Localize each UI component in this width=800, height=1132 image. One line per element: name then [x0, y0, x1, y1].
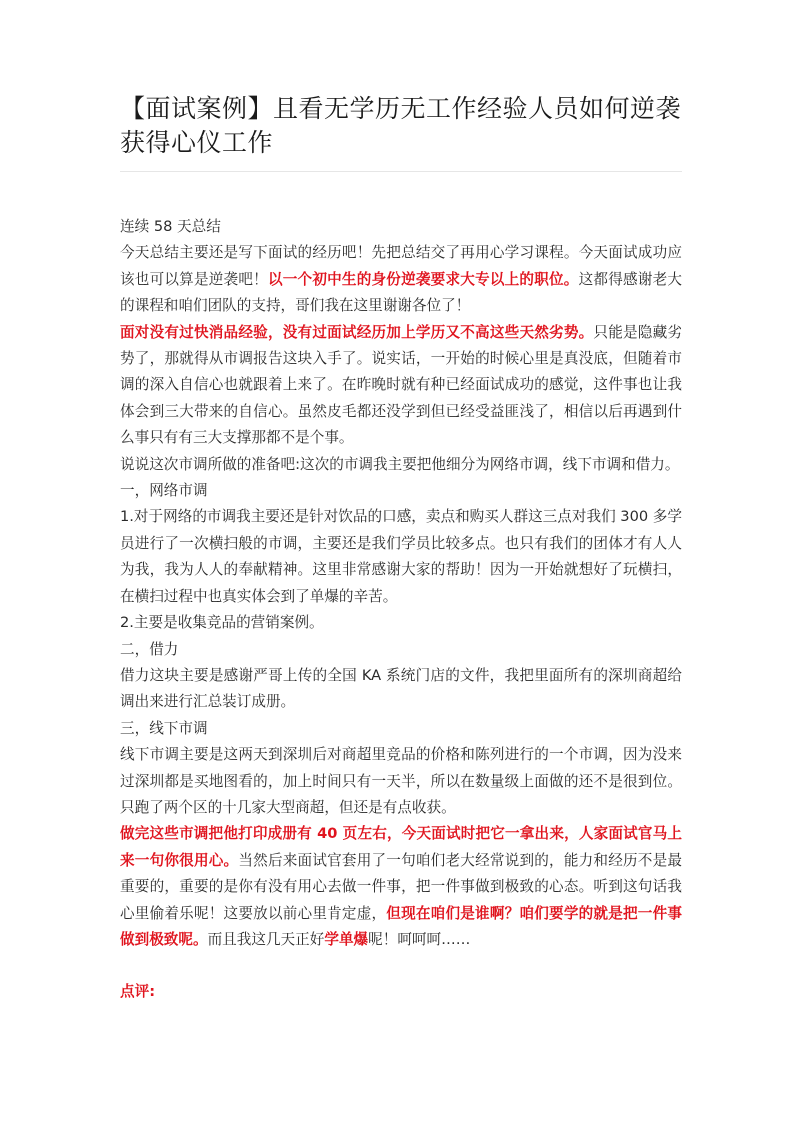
article-paragraph: [120, 821, 682, 953]
paragraph-text: 只能是隐藏劣势了，那就得从市调报告这块入手了。说实话，一开始的时候心里是真没底，但随着市调的深入自信心也就跟着上来了。在昨晚时就有种已经面试成功的感觉，这件事也让我体会到三大带来的自信心。虽然皮毛都还没学到但已经受益匪浅了，相信以后再遇到什么事只有有三大支撑那都不是个事。: [120, 323, 682, 447]
paragraph-text: 而且我这几天正好: [207, 930, 325, 948]
article-title: 【面试案例】且看无学历无工作经验人员如何逆袭获得心仪工作: [120, 94, 682, 157]
article-paragraph: [120, 504, 682, 610]
article-paragraph: [120, 742, 682, 821]
article-paragraph: [120, 452, 682, 478]
paragraph-text: 借力这块主要是感谢严哥上传的全国 KA 系统门店的文件，我把里面所有的深圳商超给调出来进行汇总装订成册。: [120, 666, 682, 711]
paragraph-text: 1.对于网络的市调我主要还是针对饮品的口感，卖点和购买人群这三点对我们 300 多学员进行了一次横扫般的市调，主要还是我们学员比较多点。也只有我们的团体才有人人为我，我为人人的奉献精神。这里非常感谢大家的帮助！因为一开始就想好了玩横扫，在横扫过程中也真实体会到了单爆的辛苦。: [120, 508, 682, 605]
article-paragraph: [120, 320, 682, 452]
comment-label: 点评:: [120, 983, 156, 1001]
article-paragraph: [120, 637, 682, 663]
highlighted-text: 以一个初中生的身份逆袭要求大专以上的职位。: [267, 270, 579, 288]
paragraph-text: 呢！呵呵呵……: [368, 930, 471, 948]
paragraph-text: 今天总结主要还是写下面试的经历吧！先把总结交了再用心学习课程。今天面试成功应该也可以算是逆袭吧！: [120, 244, 682, 288]
paragraph-text: 一，网络市调: [120, 482, 208, 500]
article-paragraph: [120, 240, 682, 319]
paragraph-text: 这都得感谢老大的课程和咱们团队的支持，哥们我在这里谢谢各位了！: [120, 270, 682, 315]
title-divider: [120, 171, 682, 172]
highlighted-text: 面对没有过快消品经验，没有过面试经历加上学历又不高这些天然劣势。: [120, 323, 594, 341]
paragraph-text: 三，线下市调: [120, 719, 208, 737]
paragraph-text: 当然后来面试官套用了一句咱们老大经常说到的，能力和经历不是最重要的，重要的是你有没有用心去做一件事，把一件事做到极致的心态。听到这句话我心里偷着乐呢！这要放以前心里肯定虚，: [120, 851, 682, 922]
paragraph-text: 说说这次市调所做的准备吧:这次的市调我主要把他细分为网络市调，线下市调和借力。: [120, 455, 680, 473]
highlighted-text: 但现在咱们是谁啊？咱们要学的就是把一件事做到极致呢。: [120, 904, 682, 948]
article-paragraph: [120, 663, 682, 716]
highlighted-text: 做完这些市调把他打印成册有 40 页左右，今天面试时把它一拿出来，人家面试官马上来一句你很用心。: [120, 825, 682, 869]
article-paragraph: [120, 214, 682, 240]
article-body: [120, 214, 682, 1006]
paragraph-text: 二，借力: [120, 640, 179, 658]
document-page: [120, 0, 682, 172]
highlighted-text: 学单爆: [324, 930, 369, 948]
paragraph-spacer: [120, 953, 682, 979]
paragraph-text: 连续 58 天总结: [120, 218, 221, 235]
paragraph-text: 线下市调主要是这两天到深圳后对商超里竞品的价格和陈列进行的一个市调，因为没来过深圳都是买地图看的，加上时间只有一天半，所以在数量级上面做的还不是很到位。只跑了两个区的十几家大型商超，但还是有点收获。: [120, 746, 682, 816]
comment-heading: [120, 979, 682, 1005]
article-paragraph: [120, 716, 682, 742]
article-paragraph: [120, 478, 682, 504]
paragraph-text: 2.主要是收集竞品的营销案例。: [120, 614, 324, 632]
article-paragraph: [120, 610, 682, 636]
